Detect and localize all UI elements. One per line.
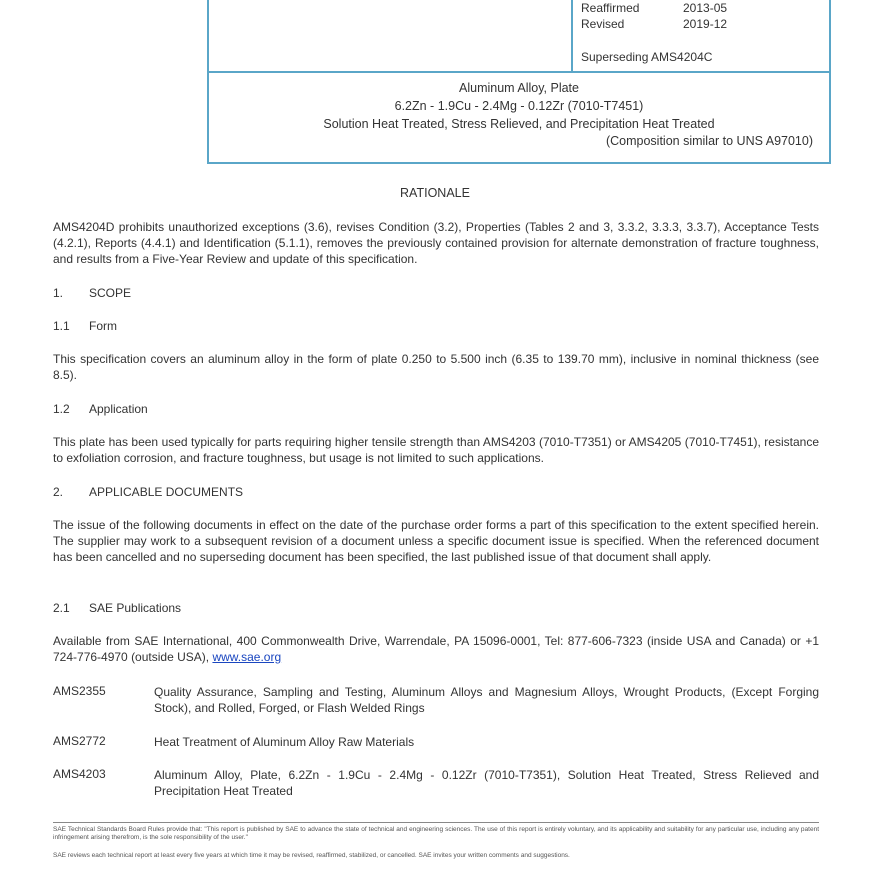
reference-description: Quality Assurance, Sampling and Testing, Aluminum Alloys and Magnesium Alloys, Wrought Products, (Except Forging Stock), and Rolled, Forged, or Flash Welded Rings <box>154 685 819 715</box>
reaffirmed-date: 2013-05 <box>683 1 728 15</box>
title-line-1: Aluminum Alloy, Plate <box>459 81 579 95</box>
application-text: This plate has been used typically for parts requiring higher tensile strength than AMS4203 (7010-T7351) or AMS4205 (7010-T7451), resistance to exfoliation corrosion, and fracture toughness, but usage is not limited to such applications. <box>53 435 819 465</box>
section-scope-heading <box>53 286 131 300</box>
section-form-heading <box>53 319 117 333</box>
reference-description: Aluminum Alloy, Plate, 6.2Zn - 1.9Cu - 2.4Mg - 0.12Zr (7010-T7351), Solution Heat Treated, Stress Relieved and Precipitation Heat Treated <box>154 768 819 798</box>
section-documents-heading <box>53 485 243 499</box>
section-number: 2. <box>53 485 64 499</box>
form-text: This specification covers an aluminum alloy in the form of plate 0.250 to 5.500 inch (6.35 to 139.70 mm), inclusive in nominal thickness (see 8.5). <box>53 352 819 382</box>
section-number: 2.1 <box>53 601 70 615</box>
revised-date: 2019-12 <box>683 17 728 31</box>
reference-code: AMS4203 <box>53 767 106 781</box>
section-title: SCOPE <box>89 286 132 300</box>
section-title: SAE Publications <box>89 601 182 615</box>
sae-address: Available from SAE International, 400 Commonwealth Drive, Warrendale, PA 15096-0001, Tel: 877-606-7323 (inside USA and Canada) or +1 724-776-4970 (outside USA), <box>53 634 819 664</box>
section-sae-heading <box>53 601 181 615</box>
reaffirmed-label: Reaffirmed <box>581 1 640 15</box>
footer-disclaimer: SAE Technical Standards Board Rules provide that: "This report is published by SAE to advance the state of technical and engineering sciences. The use of this report is entirely voluntary, and its applicability and suitability for any particular use, including any patent infringement arising therefrom, is the sole responsibility of the user." <box>53 826 819 841</box>
title-line-3: Solution Heat Treated, Stress Relieved, and Precipitation Heat Treated <box>323 117 715 131</box>
title-line-2: 6.2Zn - 1.9Cu - 2.4Mg - 0.12Zr (7010-T7451) <box>394 99 644 113</box>
section-title: Application <box>89 402 148 416</box>
header-divider <box>207 71 831 73</box>
section-title: Form <box>89 319 117 333</box>
documents-text: The issue of the following documents in effect on the date of the purchase order forms a part of this specification to the extent specified herein. The supplier may work to a subsequent revision of a document unless a specific document issue is specified. When the referenced document has been cancelled and no superseding document has been specified, the last published issue of that document shall apply. <box>53 518 819 564</box>
reference-code: AMS2772 <box>53 734 106 748</box>
rationale-text: AMS4204D prohibits unauthorized exceptions (3.6), revises Condition (3.2), Properties (Tables 2 and 3, 3.3.2, 3.3.3, 3.3.7), Acceptance Tests (4.2.1), Reports (4.4.1) and Identification (5.1.1), removes the previously contained provision for alternate demonstration of fracture toughness, and results from a Five-Year Review and update of this specification. <box>53 220 819 266</box>
superseding-note: Superseding AMS4204C <box>581 50 713 64</box>
sae-publications-text <box>53 633 819 665</box>
section-number: 1.2 <box>53 402 70 416</box>
section-number: 1.1 <box>53 319 70 333</box>
footer-rule <box>53 822 819 823</box>
reference-description: Heat Treatment of Aluminum Alloy Raw Materials <box>154 735 415 749</box>
rationale-heading: RATIONALE <box>400 186 470 200</box>
section-title: APPLICABLE DOCUMENTS <box>89 485 244 499</box>
section-number: 1. <box>53 286 64 300</box>
sae-website-link[interactable]: www.sae.org <box>212 650 282 664</box>
reference-code: AMS2355 <box>53 684 106 698</box>
footer-review-note: SAE reviews each technical report at least every five years at which time it may be revised, reaffirmed, stabilized, or cancelled. SAE invites your written comments and suggestions. <box>53 852 570 859</box>
revised-label: Revised <box>581 17 625 31</box>
section-application-heading <box>53 402 148 416</box>
title-line-4: (Composition similar to UNS A97010) <box>605 134 813 148</box>
header-vertical-divider <box>571 0 573 72</box>
